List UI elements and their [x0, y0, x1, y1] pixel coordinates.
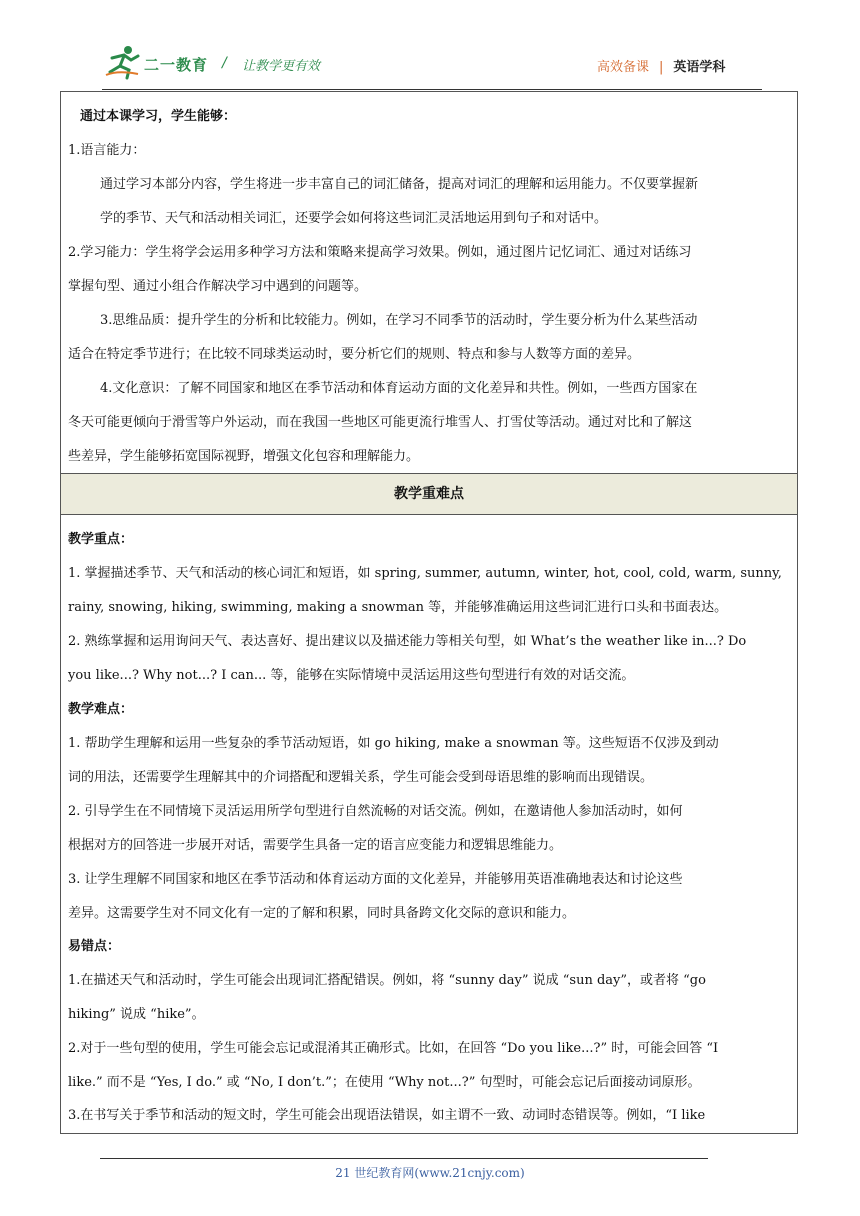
- logo-separator: /: [222, 55, 227, 71]
- objective-line: 学的季节、天气和活动相关词汇，还要学会如何将这些词汇灵活地运用到句子和对话中。: [100, 211, 608, 226]
- error-line: 3.在书写关于季节和活动的短文时，学生可能会出现语法错误，如主谓不一致、动词时态错误等。例如，“I like: [68, 1108, 706, 1123]
- difficulty-line: 根据对方的回答进一步展开对话，需要学生具备一定的语言应变能力和逻辑思维能力。: [68, 838, 563, 853]
- objective-line: 2.学习能力：学生将学会运用多种学习方法和策略来提高学习效果。例如，通过图片记忆词汇、通过对话练习: [68, 245, 692, 260]
- header-divider: |: [659, 60, 664, 75]
- difficulty-line: 差异。这需要学生对不同文化有一定的了解和积累，同时具备跨文化交际的意识和能力。: [68, 906, 576, 921]
- objectives-intro: 通过本课学习，学生能够：: [80, 109, 237, 124]
- difficulty-line: 词的用法，还需要学生理解其中的介词搭配和逻辑关系，学生可能会受到母语思维的影响而出现错误。: [68, 770, 654, 785]
- keypoints-heading: 教学重点：: [68, 532, 134, 547]
- keypoint-line: you like...? Why not...? I can... 等，能够在实际情境中灵活运用这些句型进行有效的对话交流。: [68, 668, 635, 683]
- brand-logo: [104, 44, 324, 84]
- difficulty-line: 3. 让学生理解不同国家和地区在季节活动和体育运动方面的文化差异，并能够用英语准确地表达和讨论这些: [68, 872, 683, 887]
- keypoint-line: rainy, snowing, hiking, swimming, making a snowman 等，并能够准确运用这些词汇进行口头和书面表达。: [68, 600, 728, 615]
- keypoint-line: 2. 熟练掌握和运用询问天气、表达喜好、提出建议以及描述能力等相关句型，如 What’s the weather like in...? Do: [68, 634, 747, 649]
- runner-logo-icon: [104, 44, 142, 80]
- objective-line: 通过学习本部分内容，学生将进一步丰富自己的词汇储备，提高对词汇的理解和运用能力。不仅要掌握新: [100, 177, 699, 192]
- page-header: [0, 0, 860, 92]
- footer-rule: [100, 1158, 708, 1159]
- logo-slogan: 让教学更有效: [242, 59, 321, 74]
- header-tag-subject: 英语学科: [673, 60, 726, 75]
- objective-line: 1.语言能力：: [68, 143, 146, 158]
- objective-line: 冬天可能更倾向于滑雪等户外运动，而在我国一些地区可能更流行堆雪人、打雪仗等活动。通过对比和了解这: [68, 415, 693, 430]
- error-line: like.” 而不是 “Yes, I do.” 或 “No, I don’t.”；在使用 “Why not...?” 句型时，可能会忘记后面接动词原形。: [68, 1075, 701, 1090]
- keypoint-line: 1. 掌握描述季节、天气和活动的核心词汇和短语，如 spring, summer, autumn, winter, hot, cool, cold, warm, sunny,: [68, 566, 782, 581]
- objective-line: 掌握句型、通过小组合作解决学习中遇到的问题等。: [68, 279, 368, 294]
- section-title: 教学重难点: [61, 473, 797, 515]
- difficulty-line: 1. 帮助学生理解和运用一些复杂的季节活动短语，如 go hiking, make a snowman 等。这些短语不仅涉及到动: [68, 736, 719, 751]
- header-rule: [102, 89, 762, 90]
- objective-line: 3.思维品质：提升学生的分析和比较能力。例如，在学习不同季节的活动时，学生要分析为什么某些活动: [100, 313, 698, 328]
- objective-line: 适合在特定季节进行；在比较不同球类运动时，要分析它们的规则、特点和参与人数等方面的差异。: [68, 347, 641, 362]
- difficulty-line: 2. 引导学生在不同情境下灵活运用所学句型进行自然流畅的对话交流。例如，在邀请他人参加活动时，如何: [68, 804, 683, 819]
- errors-heading: 易错点：: [68, 939, 121, 954]
- error-line: hiking” 说成 “hike”。: [68, 1007, 205, 1022]
- header-tag-prep: 高效备课: [597, 60, 650, 75]
- difficulties-heading: 教学难点：: [68, 702, 134, 717]
- footer-text: 21 世纪教育网(www.21cnjy.com): [335, 1166, 525, 1180]
- logo-text: 二一教育: [144, 56, 209, 74]
- error-line: 2.对于一些句型的使用，学生可能会忘记或混淆其正确形式。比如，在回答 “Do you like...?” 时，可能会回答 “I: [68, 1041, 719, 1056]
- header-right: [597, 56, 725, 75]
- objective-line: 4.文化意识：了解不同国家和地区在季节活动和体育运动方面的文化差异和共性。例如，一些西方国家在: [100, 381, 698, 396]
- objective-line: 些差异，学生能够拓宽国际视野，增强文化包容和理解能力。: [68, 449, 420, 464]
- error-line: 1.在描述天气和活动时，学生可能会出现词汇搭配错误。例如，将 “sunny day” 说成 “sun day”，或者将 “go: [68, 973, 706, 988]
